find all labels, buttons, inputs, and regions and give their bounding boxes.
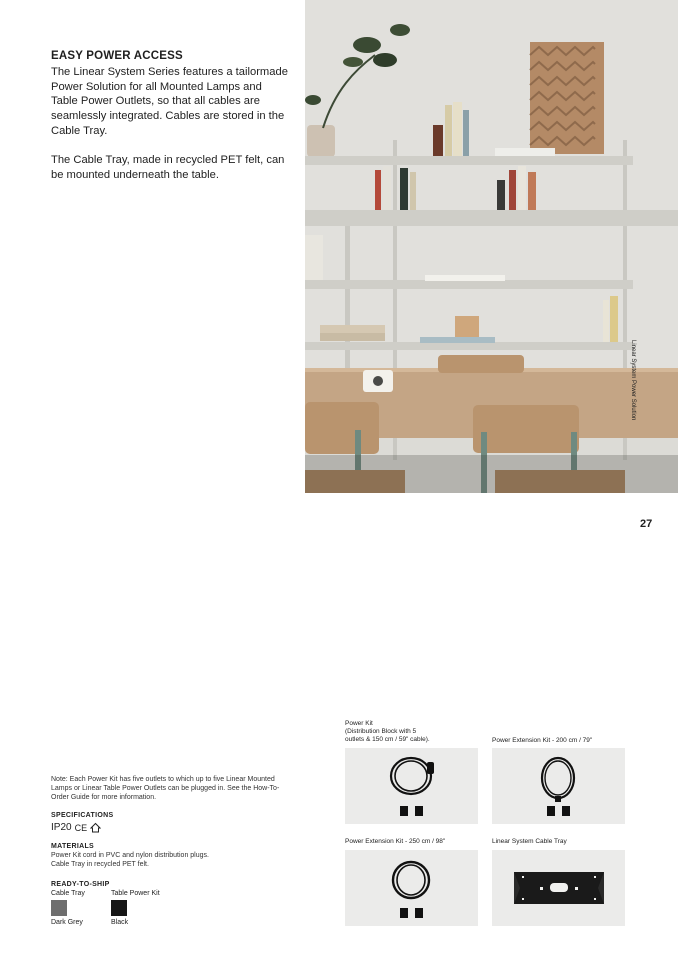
page-number: 27 (640, 518, 653, 530)
indoor-use-icon (90, 822, 101, 833)
ip-rating (51, 822, 101, 833)
product-image-extension-200 (492, 748, 625, 824)
materials-text (51, 852, 209, 870)
intro-paragraph-1: The Linear System Series features a tailormade Power Solution for all Mounted Lamps and Table Power Outlets, so that all cables are seamlessly integrated. Cables are stored in the Cable Tray. (51, 66, 288, 137)
product-detail: outlets & 150 cm / 59" cable). (345, 736, 430, 743)
materials-line-1: Power Kit cord in PVC and nylon distribution plugs. (51, 852, 209, 859)
product-title: Power Kit (345, 720, 373, 727)
swatch-label-cable-tray: Cable Tray (51, 890, 85, 897)
coiled-extension-cable-icon (492, 748, 625, 824)
note-text: Note: Each Power Kit has five outlets to which up to five Linear Mounted Lamps or Linear Table Power Outlets can be plugged in. See the How-To-Order Guide for more information. (51, 776, 280, 802)
swatch-label-table-power-kit: Table Power Kit (111, 890, 160, 897)
specifications-title: SPECIFICATIONS (51, 812, 114, 819)
color-swatch-dark-grey (51, 900, 67, 916)
cable-tray-icon (492, 850, 625, 926)
coiled-extension-cable-icon (345, 850, 478, 926)
product-label-cable-tray: Linear System Cable Tray (492, 838, 567, 845)
interior-photo (305, 0, 678, 493)
ready-to-ship-title: READY-TO-SHIP (51, 881, 110, 888)
product-image-extension-250 (345, 850, 478, 926)
swatch-color-name-black: Black (111, 919, 129, 926)
swatch-color-name-dark-grey: Dark Grey (51, 919, 83, 926)
color-swatch-black (111, 900, 127, 916)
materials-line-2: Cable Tray in recycled PET felt. (51, 860, 149, 868)
product-image-cable-tray (492, 850, 625, 926)
section-heading: EASY POWER ACCESS (51, 50, 183, 62)
product-label-power-kit (345, 720, 430, 744)
ce-mark: CE (74, 822, 88, 833)
intro-paragraph-2: The Cable Tray, made in recycled PET felt, can be mounted underneath the table. (51, 154, 285, 181)
materials-title: MATERIALS (51, 843, 95, 850)
ip-rating-text: IP20 (51, 822, 72, 833)
shelving-scene-illustration (305, 0, 678, 493)
product-label-extension-250: Power Extension Kit - 250 cm / 98" (345, 838, 446, 845)
product-image-power-kit (345, 748, 478, 824)
product-detail: (Distribution Block with 5 (345, 728, 417, 735)
photo-caption: Linear System Power Solution (630, 340, 636, 421)
coiled-cable-icon (345, 748, 478, 824)
product-label-extension-200: Power Extension Kit - 200 cm / 79" (492, 737, 593, 744)
